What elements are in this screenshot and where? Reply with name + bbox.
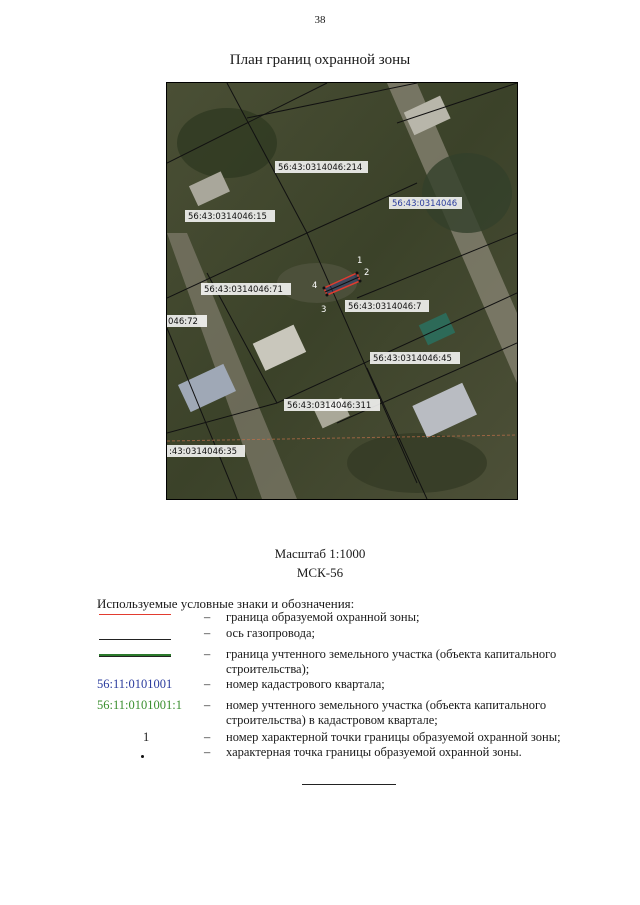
page-number: 38 — [314, 14, 326, 26]
legend-dash: – — [204, 626, 211, 640]
coordinate-system: МСК-56 — [296, 565, 344, 580]
legend-dash: – — [204, 730, 211, 744]
quarter-label: 56:43:0314046 — [392, 199, 458, 209]
legend-symbol-dot — [97, 745, 177, 761]
legend-desc: номер характерной точки границы образуемой охранной зоны; — [226, 730, 561, 744]
legend-code-parcel: 56:11:0101001:1 — [97, 698, 182, 712]
aerial-map — [166, 82, 518, 500]
legend-symbol-green-line — [97, 647, 177, 663]
point-label-2: 2 — [364, 268, 370, 278]
legend-dash: – — [204, 698, 211, 712]
legend-symbol-red-line — [97, 610, 177, 626]
parcel-label-72: 046:72 — [168, 317, 198, 327]
point-label-1: 1 — [357, 256, 363, 266]
point-label-3: 3 — [321, 305, 327, 315]
parcel-label-214: 56:43:0314046:214 — [278, 163, 363, 173]
parcel-label-71: 56:43:0314046:71 — [204, 285, 283, 295]
page-title: План границ охранной зоны — [229, 52, 411, 68]
legend-dash: – — [204, 677, 211, 691]
scale-block — [0, 544, 640, 582]
legend-dash: – — [204, 647, 211, 661]
legend-symbol-black-line — [97, 626, 177, 642]
parcel-label-45: 56:43:0314046:45 — [373, 354, 452, 364]
parcel-label-7: 56:43:0314046:7 — [348, 302, 422, 312]
legend-desc: граница учтенного земельного участка (объекта капитального строительства); — [226, 647, 557, 676]
legend-desc: ось газопровода; — [226, 626, 316, 640]
legend-desc: характерная точка границы образуемой охранной зоны. — [226, 745, 522, 759]
legend-code-quarter: 56:11:0101001 — [97, 677, 173, 691]
legend-code-point-number: 1 — [143, 730, 150, 744]
bottom-rule — [302, 784, 396, 785]
parcel-label-15: 56:43:0314046:15 — [188, 212, 267, 222]
legend-dash: – — [204, 745, 211, 759]
legend-dash: – — [204, 610, 211, 624]
parcel-label-311: 56:43:0314046:311 — [287, 401, 372, 411]
legend-desc: номер кадастрового квартала; — [226, 677, 385, 691]
parcel-label-35: :43:0314046:35 — [169, 447, 238, 457]
legend-title: Используемые условные знаки и обозначения: — [97, 596, 355, 611]
point-label-4: 4 — [312, 281, 318, 291]
legend-desc: граница образуемой охранной зоны; — [226, 610, 420, 624]
map-image — [167, 83, 517, 499]
legend-desc: номер учтенного земельного участка (объекта капитального строительства) в кадастровом квартале; — [226, 698, 547, 727]
scale-text: Масштаб 1:1000 — [274, 546, 366, 561]
